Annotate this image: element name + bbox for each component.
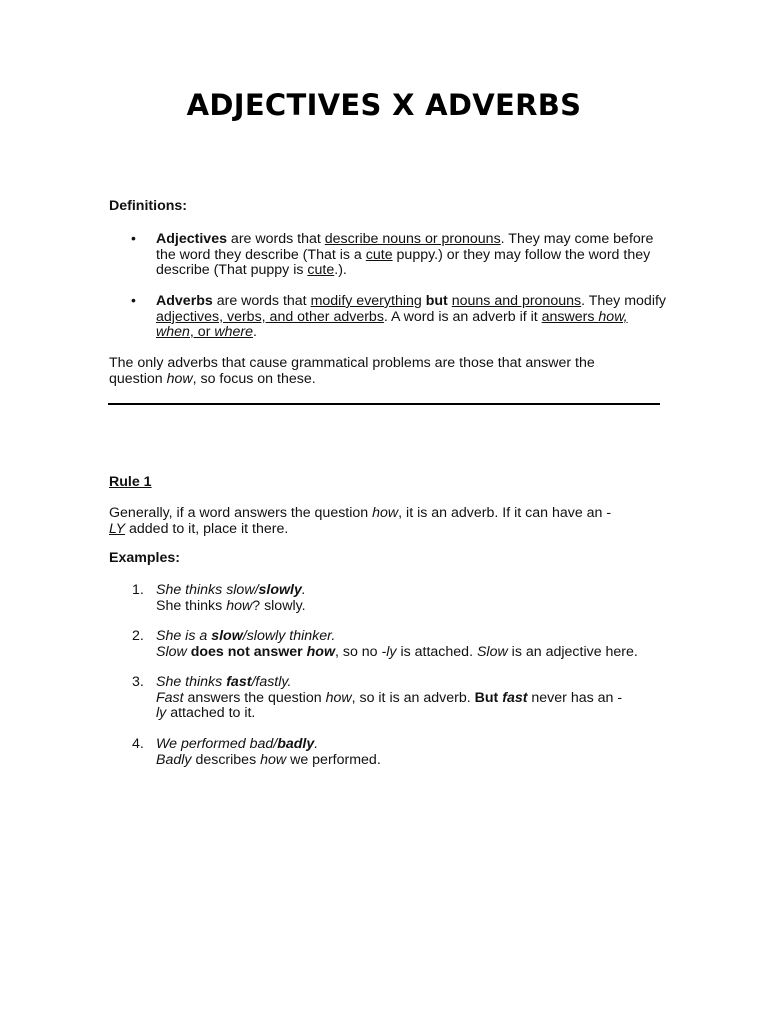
list-number: 3. xyxy=(132,674,144,690)
focus-paragraph xyxy=(109,356,649,387)
underlined-text: modify everything xyxy=(310,293,422,309)
text: describes xyxy=(191,751,261,768)
italic-text: Fast xyxy=(156,689,184,706)
underlined-italic-text: how, when xyxy=(156,308,628,341)
italic-text: Slow xyxy=(156,643,187,660)
italic-text: /fastly. xyxy=(251,674,292,690)
list-number: 4. xyxy=(132,736,144,752)
bullet-dot: • xyxy=(131,292,136,308)
italic-text: She thinks xyxy=(156,674,227,690)
rule-heading: Rule 1 xyxy=(109,474,152,490)
underlined-text: , or xyxy=(189,324,215,341)
examples-heading: Examples: xyxy=(109,550,180,566)
text: is attached. xyxy=(396,643,477,660)
italic-text: . xyxy=(301,582,306,598)
text: we performed. xyxy=(286,751,381,768)
text: She thinks xyxy=(156,597,227,614)
underlined-text: cute xyxy=(365,246,393,263)
text: added to it, place it there. xyxy=(125,520,289,537)
bold-italic-text: badly xyxy=(277,736,315,752)
italic-text: We performed bad/ xyxy=(156,736,278,752)
underlined-text: describe nouns or pronouns xyxy=(324,231,501,247)
italic-text: -ly xyxy=(381,643,397,660)
text: . A word is an adverb if it xyxy=(383,308,542,325)
text: The only adverbs that cause grammatical problems are those that answer the question xyxy=(109,355,595,387)
italic-text: She is a xyxy=(156,628,212,644)
text: answers the question xyxy=(183,689,326,706)
italic-text: how xyxy=(372,505,399,521)
text: attached to it. xyxy=(166,705,256,722)
adjectives-definition xyxy=(156,232,666,279)
text: never has an - xyxy=(527,689,623,706)
italic-text: . xyxy=(314,736,319,752)
italic-text: how xyxy=(260,751,287,768)
bold-italic-text: slowly xyxy=(258,582,302,598)
underlined-italic-text: LY xyxy=(109,520,126,537)
text: , so no xyxy=(334,643,382,660)
text: . xyxy=(253,324,257,341)
text: puppy.) or they may follow the word they describe (That puppy is xyxy=(156,246,651,279)
text: . They may come before the word they describe (That is a xyxy=(156,231,654,263)
italic-text: Slow xyxy=(476,643,508,660)
list-item xyxy=(156,629,656,660)
bold-italic-text: fast xyxy=(502,689,528,706)
underlined-text: nouns and pronouns xyxy=(451,293,582,309)
italic-text: /slowly thinker. xyxy=(242,628,336,644)
italic-text: Badly xyxy=(156,751,192,768)
text: ? slowly. xyxy=(252,597,306,614)
underlined-text: cute xyxy=(307,262,335,279)
bold-text: but xyxy=(425,293,448,309)
adverbs-definition xyxy=(156,294,666,341)
text: is an adjective here. xyxy=(507,643,638,660)
bold-italic-text: how xyxy=(306,643,335,660)
text: , so focus on these. xyxy=(192,370,316,387)
text: . They modify xyxy=(581,293,667,309)
bold-text: does not answer xyxy=(186,643,307,660)
page-title: ADJECTIVES X ADVERBS xyxy=(186,88,582,122)
text: Generally, if a word answers the question xyxy=(109,505,373,521)
underlined-text: adjectives, verbs, and other adverbs xyxy=(156,308,384,325)
text: .). xyxy=(334,262,347,279)
italic-text: how xyxy=(166,370,193,387)
adverbs-term: Adverbs xyxy=(156,293,213,309)
underlined-text: answers xyxy=(541,308,599,325)
list-number: 2. xyxy=(132,628,144,644)
text: , so it is an adverb. xyxy=(351,689,475,706)
bold-text: But xyxy=(474,689,503,706)
text: are words that xyxy=(212,293,311,309)
text: are words that xyxy=(226,231,325,247)
list-item xyxy=(156,737,656,768)
underlined-italic-text: where xyxy=(214,324,254,341)
rule-paragraph xyxy=(109,506,649,537)
bold-italic-text: slow xyxy=(211,628,243,644)
list-item xyxy=(156,675,656,722)
horizontal-divider xyxy=(108,403,660,405)
italic-text: ly xyxy=(156,705,167,722)
text: , it is an adverb. If it can have an - xyxy=(398,505,612,521)
definitions-heading: Definitions: xyxy=(109,198,188,214)
bullet-dot: • xyxy=(131,230,136,246)
italic-text: She thinks slow/ xyxy=(156,582,259,598)
bold-italic-text: fast xyxy=(226,674,252,690)
list-number: 1. xyxy=(132,582,144,598)
italic-text: how xyxy=(226,597,253,614)
italic-text: how xyxy=(325,689,352,706)
adjectives-term: Adjectives xyxy=(156,231,227,247)
list-item xyxy=(156,583,656,614)
